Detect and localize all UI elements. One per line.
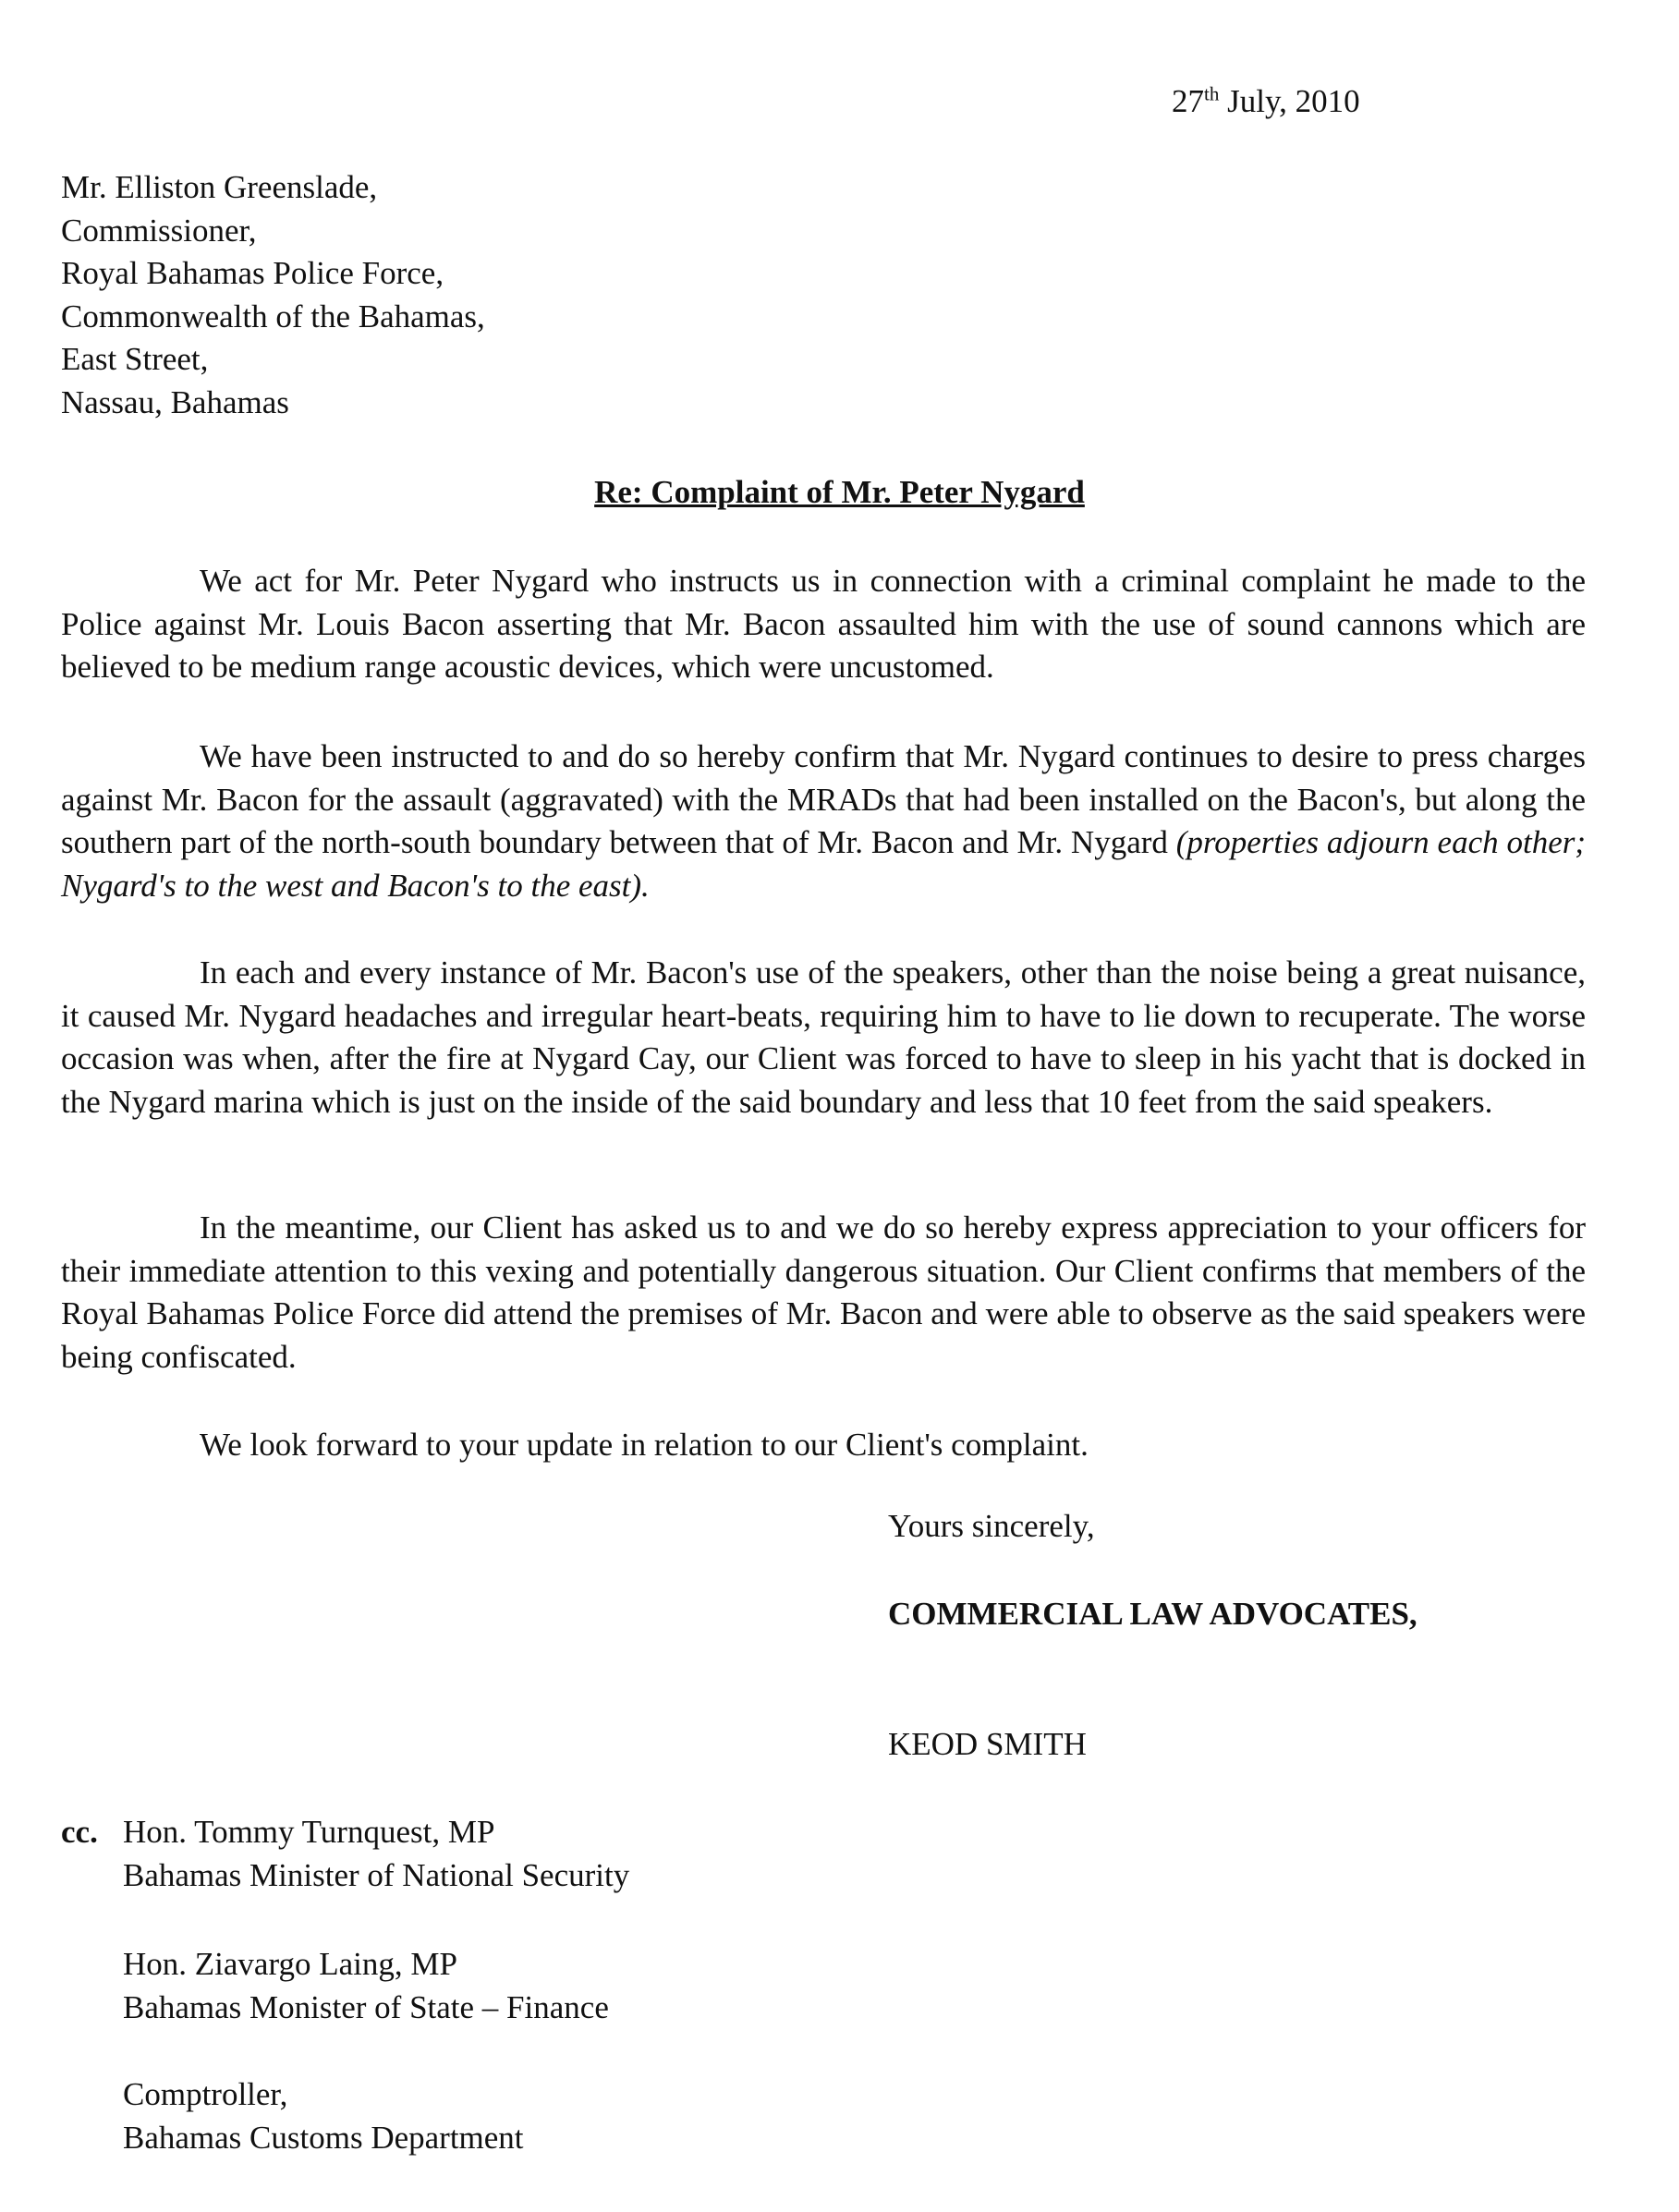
paragraph-text: We act for Mr. Peter Nygard who instructs us in connection with a criminal complaint he made to the Police against Mr. Louis Bacon asserting that Mr. Bacon assaulted him with the use of sound cannons which are believed to be medium range acoustic devices, which were uncustomed. [61,563,1586,685]
cc-recipient-title: Bahamas Minister of National Security [123,1856,630,1893]
paragraph-4 [61,1207,1586,1379]
paragraph-text: In each and every instance of Mr. Bacon's use of the speakers, other than the noise being a great nuisance, it caused Mr. Nygard headaches and irregular heart-beats, requiring him to have to lie down to recuperate. The worse occasion was when, after the fire at Nygard Cay, our Client was forced to have to sleep in his yacht that is docked in the Nygard marina which is just on the inside of the said boundary and less that 10 feet from the said speakers. [61,954,1586,1120]
paragraph-text: In the meantime, our Client has asked us to and we do so hereby express appreciation to your officers for their immediate attention to this vexing and potentially dangerous situation. Our Client confirms that members of the Royal Bahamas Police Force did attend the premises of Mr. Bacon and were able to observe as the said speakers were being confiscated. [61,1209,1586,1375]
cc-recipient [123,1811,629,1897]
addressee-line: East Street, [61,341,209,377]
cc-recipient-title: Bahamas Monister of State – Finance [123,1988,609,2025]
date-day: 27 [1172,83,1204,119]
date-suffix: th [1204,82,1220,105]
closing-salutation: Yours sincerely, [888,1508,1095,1544]
date-month-year: July, 2010 [1219,83,1360,119]
addressee-line: Royal Bahamas Police Force, [61,255,444,291]
paragraph-main-text: We have been instructed to and do so hereby confirm that Mr. Nygard continues to desire to press charges against Mr. Bacon for the assault (aggravated) with the MRADs that had been installed on the Bacon's, but along the southern part of the north-south boundary between that of Mr. Bacon and Mr. Nygard [61,738,1586,860]
addressee-block [61,166,485,424]
paragraph-text: We look forward to your update in relation to our Client's complaint. [200,1427,1089,1463]
letter-date [1172,81,1360,122]
cc-recipient [123,2073,524,2159]
addressee-line: Mr. Elliston Greenslade, [61,169,378,205]
paragraph-text [61,735,1586,907]
cc-recipient-title: Bahamas Customs Department [123,2119,524,2156]
paragraph-1 [61,560,1586,689]
paragraph-2 [61,735,1586,907]
closing-firm-name: COMMERCIAL LAW ADVOCATES, [888,1596,1417,1632]
addressee-line: Commissioner, [61,212,257,249]
cc-recipient-name: Hon. Ziavargo Laing, MP [123,1946,457,1982]
cc-label: cc. [61,1814,98,1850]
paragraph-3 [61,952,1586,1124]
cc-recipient-name: Comptroller, [123,2076,288,2112]
closing-signatory: KEOD SMITH [888,1726,1087,1762]
paragraph-5 [61,1424,1586,1467]
cc-recipient-name: Hon. Tommy Turnquest, MP [123,1814,495,1850]
cc-recipient [123,1943,609,2029]
paragraph-italic-note: (properties adjourn each other; Nygard's to the west and Bacon's to the east). [61,824,1586,904]
subject-line: Re: Complaint of Mr. Peter Nygard [594,474,1085,510]
addressee-line: Nassau, Bahamas [61,383,289,420]
addressee-line: Commonwealth of the Bahamas, [61,298,485,334]
